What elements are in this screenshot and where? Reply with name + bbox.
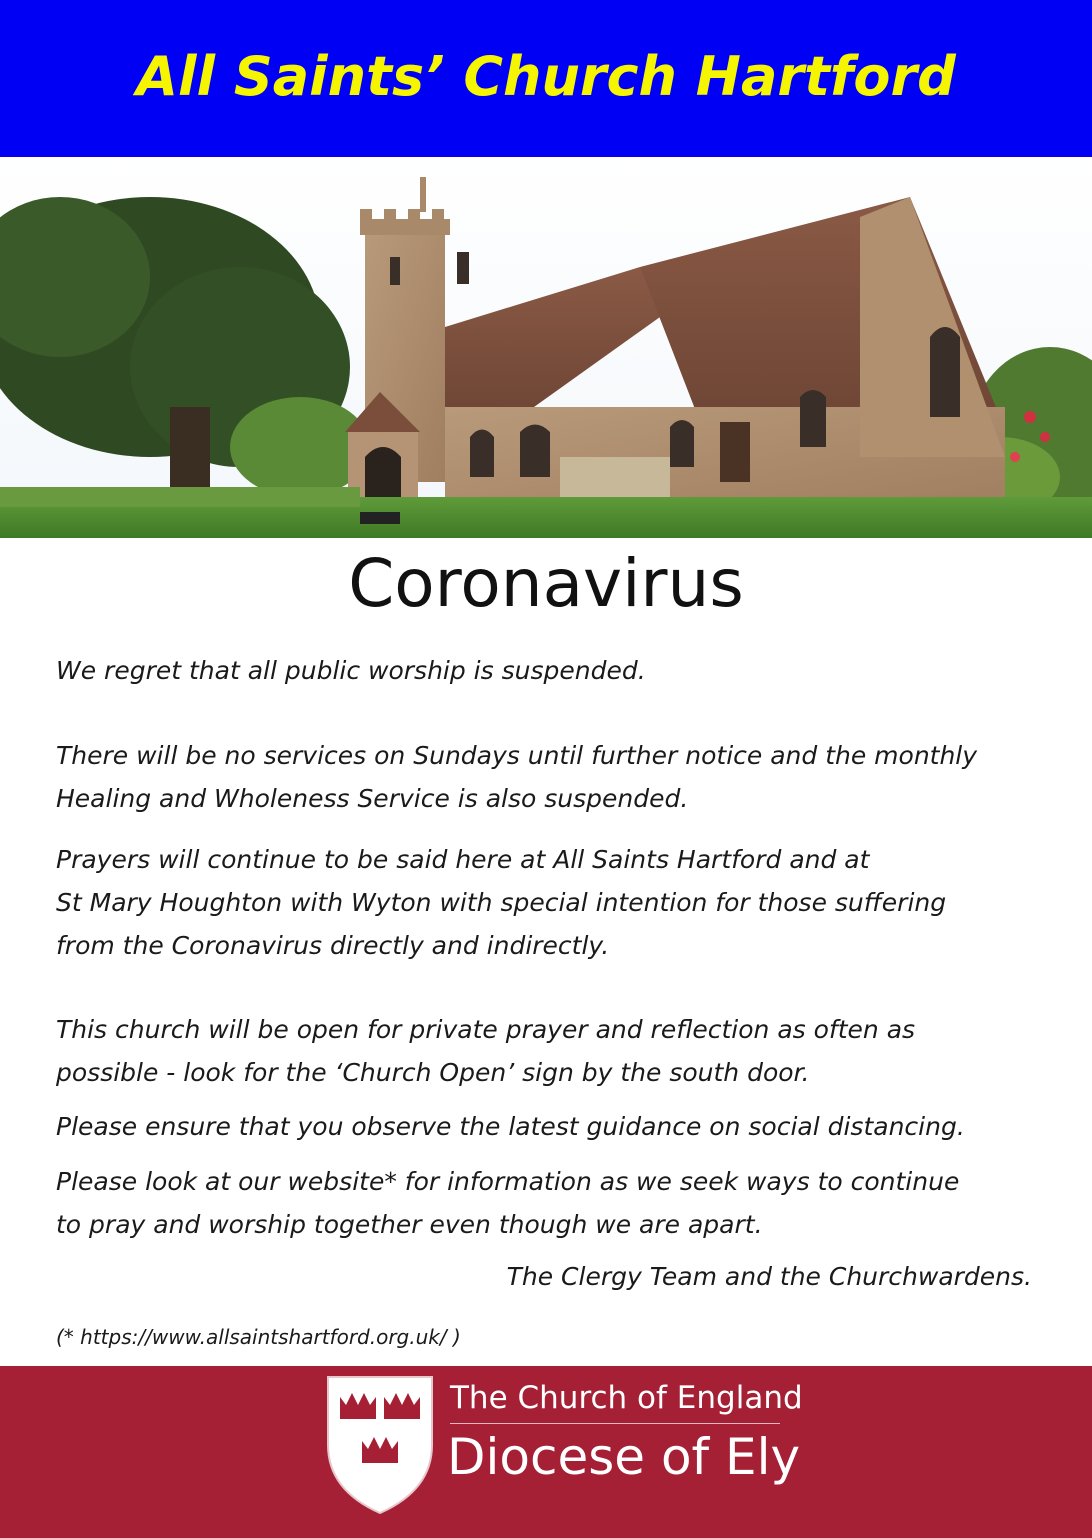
paragraph-no-services: There will be no services on Sundays until further notice and the monthly Healing and Wholeness Service is also suspended. — [56, 741, 978, 813]
website-footnote: (* https://www.allsaintshartford.org.uk/ ) — [56, 1325, 461, 1349]
page-title: All Saints’ Church Hartford — [136, 45, 956, 108]
footer-diocese-name: Diocese of Ely — [447, 1428, 801, 1486]
diocese-shield-icon — [326, 1375, 434, 1515]
paragraph-church-open: This church will be open for private prayer and reflection as often as possible - look for the ‘Church Open’ sign by the south door. — [56, 1015, 916, 1087]
header-banner — [0, 0, 1092, 157]
paragraph-distancing: Please ensure that you observe the latest guidance on social distancing. — [56, 1112, 965, 1141]
paragraph-suspended: We regret that all public worship is suspended. — [56, 656, 646, 685]
footer-divider — [450, 1423, 780, 1424]
church-photo — [0, 157, 1092, 538]
signoff: The Clergy Team and the Churchwardens. — [506, 1262, 1032, 1291]
notice-heading: Coronavirus — [348, 545, 744, 622]
paragraph-website: Please look at our website* for information as we seek ways to continue to pray and worship together even though we are apart. — [56, 1167, 960, 1239]
footer-banner — [0, 1366, 1092, 1538]
paragraph-prayers: Prayers will continue to be said here at All Saints Hartford and at St Mary Houghton with Wyton with special intention for those suffering from the Coronavirus directly and indirectly. — [56, 845, 947, 960]
footer-church-of-england: The Church of England — [450, 1380, 803, 1416]
